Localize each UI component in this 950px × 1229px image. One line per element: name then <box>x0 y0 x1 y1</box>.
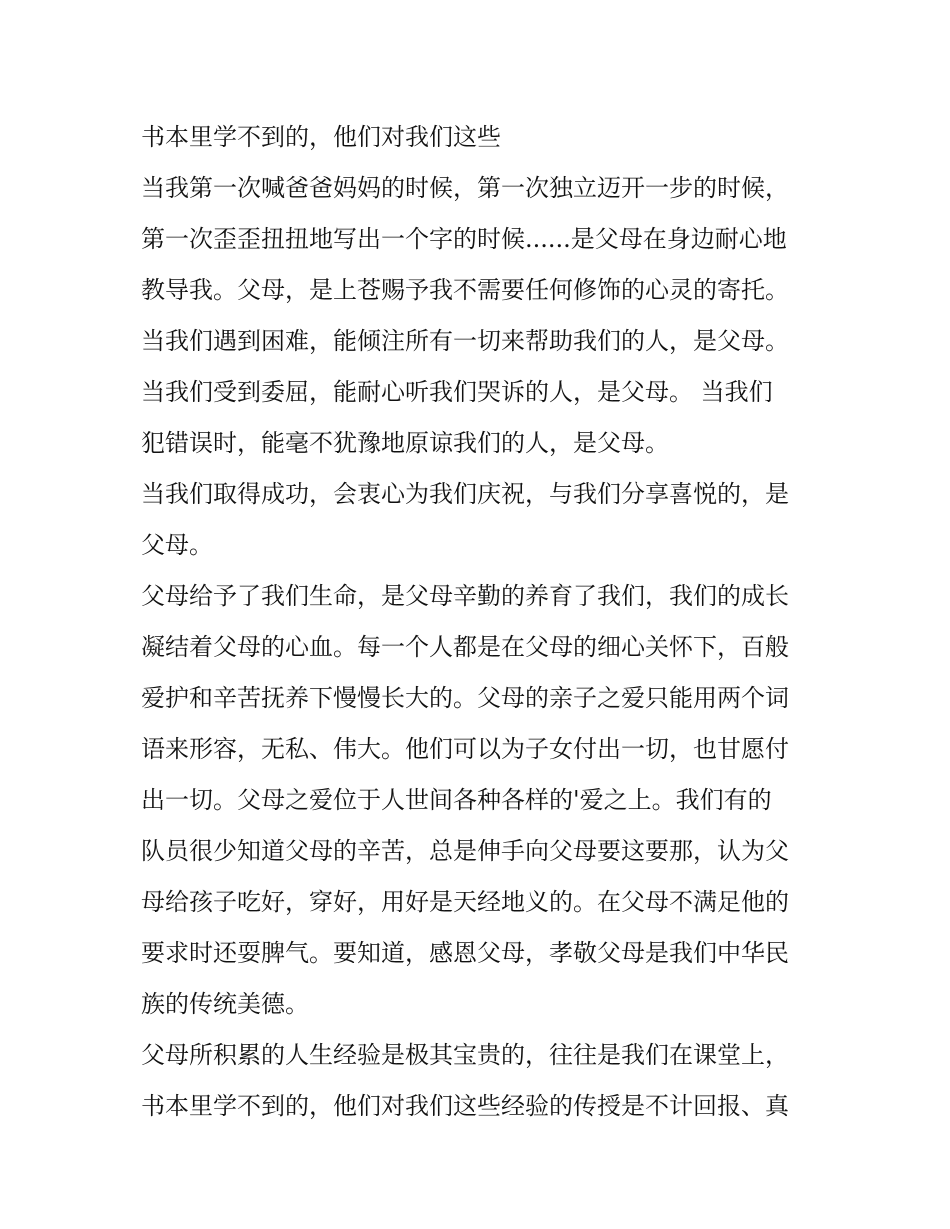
text-line: 爱护和辛苦抚养下慢慢长大的。父母的亲子之爱只能用两个词 <box>141 684 789 712</box>
text-line: 书本里学不到的，他们对我们这些经验的传授是不计回报、真 <box>141 1092 789 1120</box>
text-line: 犯错误时，能毫不犹豫地原谅我们的人，是父母。 <box>141 429 669 457</box>
text-line: 教导我。父母，是上苍赐予我不需要任何修饰的心灵的寄托。 <box>141 276 789 304</box>
text-line: 要求时还耍脾气。要知道，感恩父母，孝敬父母是我们中华民 <box>141 939 789 967</box>
text-line: 语来形容，无私、伟大。他们可以为子女付出一切，也甘愿付 <box>141 735 789 763</box>
body-text <box>141 112 831 1132</box>
text-line: 母给孩子吃好，穿好，用好是天经地义的。在父母不满足他的 <box>141 888 789 916</box>
text-line: 第一次歪歪扭扭地写出一个字的时候......是父母在身边耐心地 <box>141 225 787 253</box>
text-line: 父母所积累的人生经验是极其宝贵的，往往是我们在课堂上， <box>141 1041 789 1069</box>
text-line: 父母给予了我们生命，是父母辛勤的养育了我们，我们的成长 <box>141 582 789 610</box>
text-line: 队员很少知道父母的辛苦，总是伸手向父母要这要那，认为父 <box>141 837 789 865</box>
text-line: 当我们遇到困难，能倾注所有一切来帮助我们的人，是父母。 <box>141 327 789 355</box>
text-line: 出一切。父母之爱位于人世间各种各样的'爱之上。我们有的 <box>141 786 772 814</box>
text-line: 凝结着父母的心血。每一个人都是在父母的细心关怀下，百般 <box>141 633 789 661</box>
text-line: 当我们受到委屈，能耐心听我们哭诉的人，是父母。 当我们 <box>141 378 773 406</box>
text-line: 当我们取得成功，会衷心为我们庆祝，与我们分享喜悦的，是 <box>141 480 789 508</box>
text-line: 族的传统美德。 <box>141 990 309 1018</box>
text-line: 书本里学不到的，他们对我们这些 <box>141 123 501 151</box>
text-line: 父母。 <box>141 531 213 559</box>
text-line: 当我第一次喊爸爸妈妈的时候，第一次独立迈开一步的时候， <box>141 174 789 202</box>
